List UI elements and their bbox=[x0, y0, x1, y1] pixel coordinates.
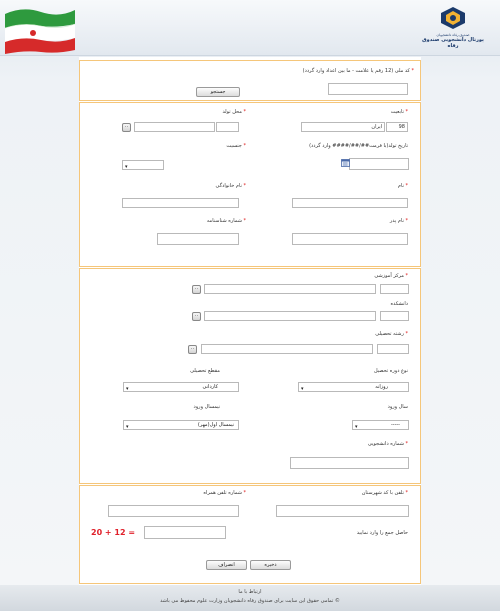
id-number-label: * شماره شناسنامه bbox=[206, 218, 246, 224]
course-type-label: نوع دوره تحصیل bbox=[373, 368, 408, 374]
header bbox=[0, 0, 500, 56]
last-name-input[interactable] bbox=[122, 198, 239, 208]
contact-us-link[interactable]: ارتباط با ما bbox=[238, 589, 262, 595]
mobile-input[interactable] bbox=[108, 505, 239, 517]
captcha-input[interactable] bbox=[144, 526, 226, 539]
registration-form bbox=[79, 57, 421, 585]
entry-term-select[interactable] bbox=[123, 420, 239, 430]
chevron-down-icon: ▾ bbox=[125, 164, 128, 170]
gender-label: * جنسیت bbox=[226, 143, 246, 149]
cancel-button[interactable]: انصراف bbox=[206, 560, 247, 570]
faculty-code-input[interactable] bbox=[380, 311, 409, 321]
father-name-label: * نام پدر bbox=[389, 218, 408, 224]
search-button[interactable]: جستجو bbox=[196, 87, 240, 97]
id-number-input[interactable] bbox=[157, 233, 239, 245]
degree-value: کاردانی bbox=[202, 384, 218, 390]
birthdate-input[interactable] bbox=[349, 158, 409, 170]
iran-flag-icon bbox=[3, 6, 77, 54]
father-name-input[interactable] bbox=[292, 233, 408, 245]
birthdate-label: تاریخ تولد(با فرمت##/##/#### وارد گردد) bbox=[309, 143, 408, 149]
chevron-down-icon: ▾ bbox=[126, 424, 129, 430]
field-input[interactable] bbox=[201, 344, 373, 354]
logo-emblem-icon bbox=[438, 6, 468, 30]
nationality-code-input[interactable]: 98 bbox=[386, 122, 408, 132]
contact-section bbox=[79, 485, 421, 584]
center-input[interactable] bbox=[204, 284, 376, 294]
mobile-label: * شماره تلفن همراه bbox=[203, 490, 246, 496]
nationality-label: * تابعیت bbox=[390, 109, 408, 115]
footer bbox=[0, 585, 500, 611]
last-name-label: * نام خانوادگی bbox=[215, 183, 246, 189]
nationality-input[interactable]: ایران bbox=[301, 122, 385, 132]
entry-year-select[interactable] bbox=[352, 420, 409, 430]
entry-term-value: نیمسال اول(مهر) bbox=[197, 422, 234, 428]
entry-term-label: نیمسال ورود bbox=[193, 404, 220, 410]
chevron-down-icon: ▾ bbox=[126, 386, 129, 392]
portal-title: پورتال دانشجویی صندوق رفاه bbox=[422, 37, 484, 49]
degree-select[interactable] bbox=[123, 382, 239, 392]
gender-select[interactable] bbox=[122, 160, 164, 170]
entry-year-value: ----- bbox=[390, 422, 400, 428]
entry-year-label: سال ورود bbox=[387, 404, 408, 410]
field-lookup-button[interactable]: .. bbox=[188, 345, 197, 354]
chevron-down-icon: ▾ bbox=[301, 386, 304, 392]
course-type-value: روزانه bbox=[375, 384, 388, 390]
course-type-select[interactable] bbox=[298, 382, 409, 392]
birthplace-code-input[interactable] bbox=[216, 122, 239, 132]
captcha-expression: 20 + 12 = bbox=[91, 528, 136, 537]
logo-subtitle: صندوق رفاه دانشجویان bbox=[436, 33, 470, 37]
city-phone-input[interactable] bbox=[276, 505, 409, 517]
center-label: * مرکز آموزشی bbox=[374, 273, 408, 279]
center-code-input[interactable] bbox=[380, 284, 409, 294]
copyright-text: © تمامی حقوق این سایت برای صندوق رفاه دانشجویان وزارت علوم محفوظ می باشد bbox=[160, 598, 340, 604]
student-number-label: * شماره دانشجویی bbox=[367, 441, 408, 447]
center-lookup-button[interactable]: .. bbox=[192, 285, 201, 294]
national-code-input[interactable] bbox=[328, 83, 408, 95]
faculty-lookup-button[interactable]: .. bbox=[192, 312, 201, 321]
education-section bbox=[79, 268, 421, 484]
chevron-down-icon: ▾ bbox=[355, 424, 358, 430]
degree-label: مقطع تحصیلی bbox=[190, 368, 220, 374]
faculty-label: دانشکده bbox=[390, 301, 408, 307]
search-section bbox=[79, 60, 421, 101]
national-code-label: * کد ملی (12 رقم یا علامت - ما بین اعداد وارد گردد) bbox=[302, 68, 414, 74]
birthplace-label: * محل تولد bbox=[222, 109, 246, 115]
personal-info-section bbox=[79, 102, 421, 267]
faculty-input[interactable] bbox=[204, 311, 376, 321]
captcha-label: حاصل جمع را وارد نمایید bbox=[356, 530, 408, 536]
first-name-label: * نام bbox=[397, 183, 408, 189]
save-button[interactable]: ذخیره bbox=[250, 560, 291, 570]
field-code-input[interactable] bbox=[377, 344, 409, 354]
field-label: * رشته تحصیلی bbox=[375, 331, 408, 337]
birthplace-lookup-button[interactable]: .. bbox=[122, 123, 131, 132]
birthplace-input[interactable] bbox=[134, 122, 215, 132]
first-name-input[interactable] bbox=[292, 198, 408, 208]
calendar-icon[interactable] bbox=[341, 159, 350, 167]
site-logo[interactable] bbox=[418, 6, 488, 52]
city-phone-label: * تلفن با کد شهرستان bbox=[361, 490, 408, 496]
student-number-input[interactable] bbox=[290, 457, 409, 469]
